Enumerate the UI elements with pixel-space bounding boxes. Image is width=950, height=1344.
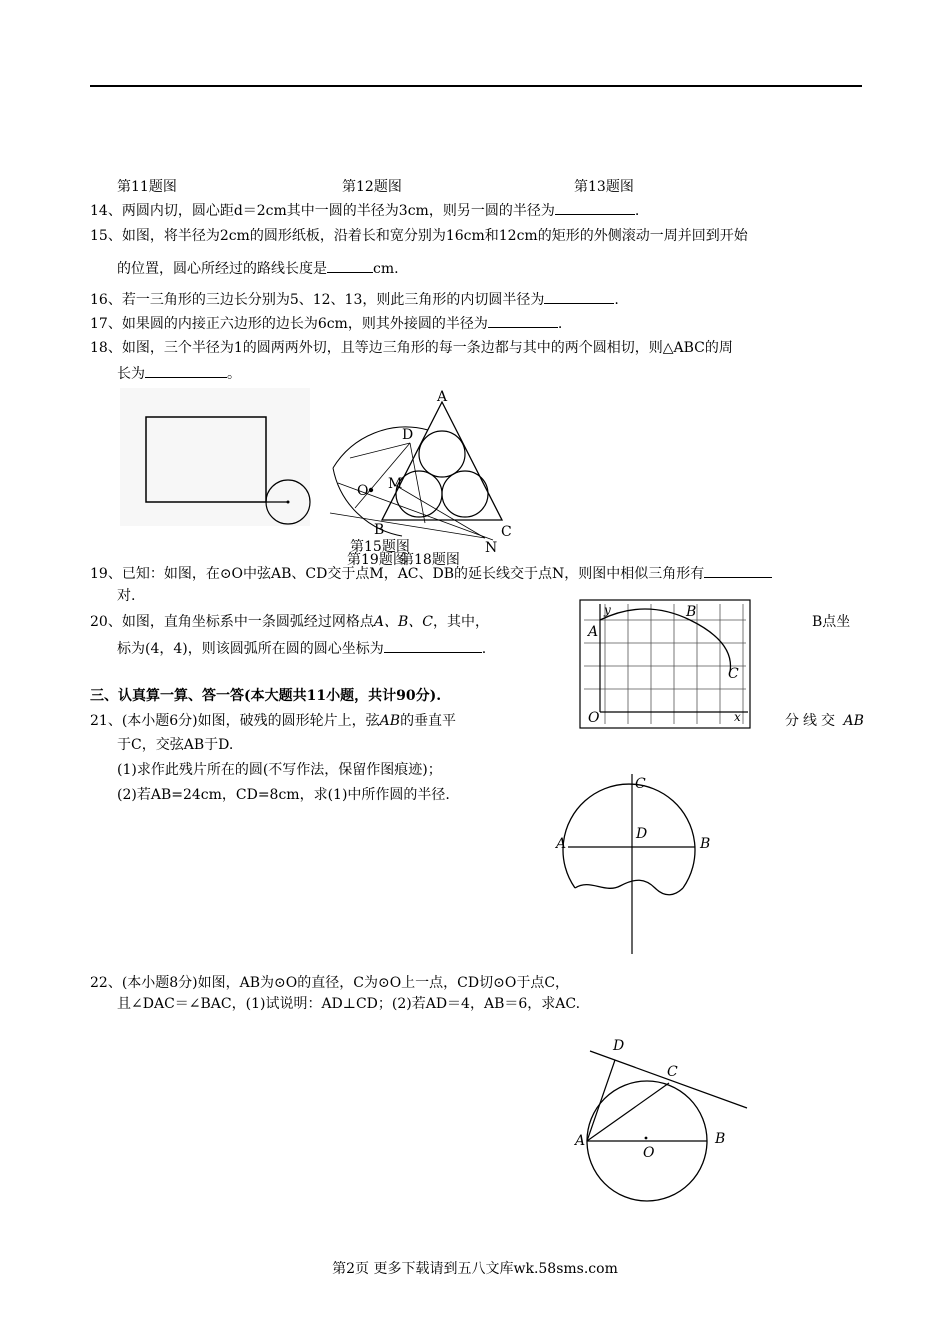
label-o: O <box>588 710 600 726</box>
center-point <box>645 1137 648 1140</box>
segment-ad <box>587 1060 615 1141</box>
chord-ac <box>587 1083 669 1141</box>
question-21-part2: (2)若AB=24cm，CD=8cm，求(1)中所作圆的半径. <box>117 787 450 803</box>
fig19-line <box>410 443 425 523</box>
label-b: B <box>715 1131 726 1147</box>
figure-20-grid <box>580 600 752 730</box>
question-21-line2: 于C，交弦AB于D. <box>117 737 234 753</box>
question-21-part1: (1)求作此残片所在的圆(不写作法，保留作图痕迹)； <box>117 762 442 778</box>
answer-blank[interactable] <box>384 637 482 653</box>
label-d: D <box>636 826 648 842</box>
fig19-line <box>350 443 410 458</box>
label-b: B <box>374 522 385 538</box>
question-18-line2: 长为 。 <box>117 362 241 384</box>
label-c: C <box>635 776 646 792</box>
label-d: D <box>402 427 414 443</box>
label-c: C <box>501 524 512 540</box>
question-15-line1: 15、如图，将半径为2cm的圆形纸板，沿着长和宽分别为16cm和12cm的矩形的外侧滚动一周并回到开始 <box>90 228 748 244</box>
answer-blank[interactable] <box>327 257 373 273</box>
inner-circle-right <box>442 471 488 517</box>
page-footer: 第2页 更多下载请到五八文库wk.58sms.com <box>332 1261 618 1277</box>
question-15-line2: 的位置，圆心所经过的路线长度是 cm. <box>117 257 399 279</box>
label-b: B <box>700 836 711 852</box>
question-19-line2: 对. <box>117 588 136 604</box>
question-22-line1: 22、(本小题8分)如图，AB为⊙O的直径，C为⊙O上一点，CD切⊙O于点C， <box>90 975 570 991</box>
wheel-arc <box>563 784 695 888</box>
figure-18-19 <box>330 388 520 558</box>
caption-fig11: 第11题图 <box>117 179 177 195</box>
caption-fig19: 第19题图 <box>347 552 407 568</box>
label-o: O <box>357 483 369 499</box>
caption-fig15: 第15题图 <box>350 539 410 555</box>
inner-circle-left <box>396 471 442 517</box>
header-rule <box>90 85 862 87</box>
broken-edge <box>575 880 683 895</box>
section-3-heading: 三、认真算一算、答一答(本大题共11小题，共计90分). <box>90 688 442 704</box>
caption-fig13: 第13题图 <box>574 179 634 195</box>
label-c: C <box>728 666 739 682</box>
figure-15 <box>120 388 320 528</box>
figure-22-tangent-circle <box>570 1035 755 1207</box>
question-17: 17、如果圆的内接正六边形的边长为6cm，则其外接圆的半径为 . <box>90 312 562 334</box>
question-19-line1: 19、已知：如图，在⊙O中弦AB、CD交于点M，AC、DB的延长线交于点N，则图中相似三角形有 <box>90 562 772 584</box>
answer-blank[interactable] <box>704 562 772 578</box>
equilateral-triangle <box>382 402 502 520</box>
figure-21-broken-wheel <box>550 770 720 956</box>
point-o <box>369 488 373 492</box>
label-d: D <box>613 1038 625 1054</box>
inner-circle-top <box>419 431 465 477</box>
answer-blank[interactable] <box>544 288 614 304</box>
label-c: C <box>667 1064 678 1080</box>
question-14: 14、两圆内切，圆心距d＝2cm其中一圆的半径为3cm，则另一圆的半径为 . <box>90 199 639 221</box>
answer-blank[interactable] <box>488 312 558 328</box>
question-20-line1: 20、如图，直角坐标系中一条圆弧经过网格点A、B、C，其中， <box>90 614 489 630</box>
question-20-right: B点坐 <box>812 614 851 630</box>
label-y: y <box>604 603 611 617</box>
label-a: A <box>588 624 599 640</box>
grid-frame <box>580 600 750 728</box>
circle-center <box>287 501 290 504</box>
question-16: 16、若一三角形的三边长分别为5、12、13，则此三角形的内切圆半径为 . <box>90 288 619 310</box>
fig19-line <box>395 485 485 538</box>
answer-blank[interactable] <box>145 362 227 378</box>
answer-blank[interactable] <box>555 199 635 215</box>
label-a: A <box>556 836 567 852</box>
label-m: M <box>388 476 403 492</box>
question-22-line2: 且∠DAC＝∠BAC，(1)试说明：AD⊥CD；(2)若AD＝4，AB＝6，求AC. <box>117 996 581 1012</box>
label-b: B <box>686 604 697 620</box>
label-n: N <box>485 540 498 556</box>
question-20-line2: 标为(4，4)，则该圆弧所在圆的圆心坐标为 . <box>117 637 486 659</box>
label-a: A <box>575 1133 586 1149</box>
caption-fig18: 第18题图 <box>400 552 460 568</box>
question-21-right: 分线交 AB <box>785 713 864 729</box>
question-21-line1: 21、(本小题6分)如图，破残的圆形轮片上，弦AB的垂直平 <box>90 713 457 729</box>
label-o: O <box>643 1145 655 1161</box>
label-a: A <box>437 389 448 405</box>
label-x: x <box>734 710 741 724</box>
caption-fig12: 第12题图 <box>342 179 402 195</box>
question-18-line1: 18、如图，三个半径为1的圆两两外切，且等边三角形的每一条边都与其中的两个圆相切，则△ABC的周 <box>90 340 733 356</box>
figure-15-background <box>120 388 310 526</box>
